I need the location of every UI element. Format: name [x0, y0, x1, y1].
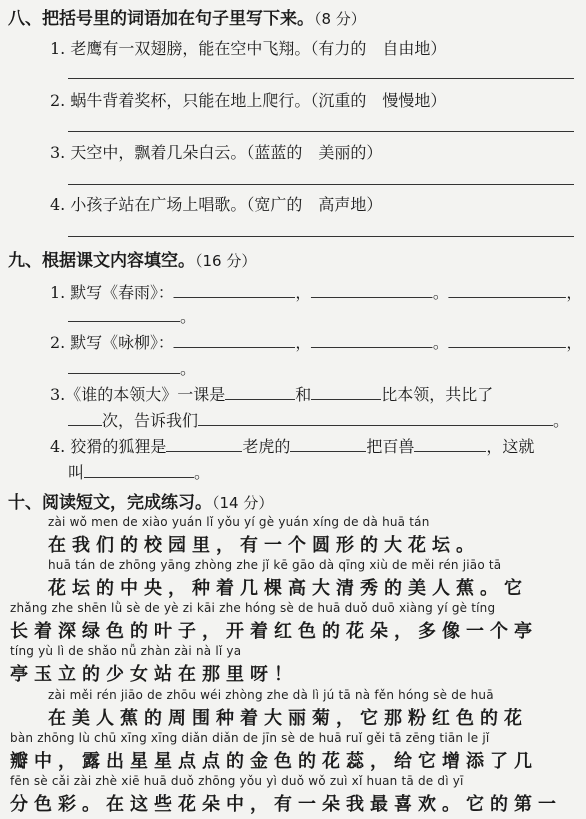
s9-q3-blank-3[interactable] — [68, 411, 102, 426]
passage-pinyin-line-5: zài měi rén jiāo de zhōu wéi zhòng zhe dà lì jú tā nà fěn hóng sè de huā — [48, 688, 494, 702]
s9-q2 — [50, 330, 582, 353]
s8-item-2: 2. 蜗牛背着奖杯，只能在地上爬行。（沉重的 慢慢地） — [50, 91, 447, 110]
s9-q1-label: 1. 默写《春雨》： — [50, 283, 174, 302]
s8-item-3: 3. 天空中，飘着几朵白云。（蓝蓝的 美丽的） — [50, 143, 383, 162]
passage-pinyin-line-2: huā tán de zhōng yāng zhòng zhe jǐ kē gāo dà qīng xiù de měi rén jiāo tā — [48, 558, 502, 572]
s9-q1 — [50, 280, 582, 303]
section-9-score: （16 分） — [195, 252, 257, 270]
s9-q4-blank-3[interactable] — [414, 437, 486, 452]
s8-answer-line-1[interactable] — [68, 78, 574, 79]
s8-item-4: 4. 小孩子站在广场上唱歌。（宽广的 高声地） — [50, 195, 383, 214]
section-8-score: （8 分） — [314, 10, 366, 28]
section-10-heading — [8, 488, 273, 513]
passage-text-line-4: 亭玉立的少女站在那里呀！ — [10, 664, 298, 685]
s9-q1-cont — [68, 304, 196, 327]
period: 。 — [194, 463, 211, 482]
period: 。 — [553, 411, 570, 430]
section-8-heading — [8, 4, 366, 29]
s8-answer-line-3[interactable] — [68, 184, 574, 185]
s9-q3-text-a: 3.《谁的本领大》一课是 — [50, 385, 226, 404]
passage-text-line-7: 分色彩。在这些花朵中，有一朵我最喜欢。它的第一 — [10, 794, 562, 815]
s9-q1-blank-4[interactable] — [68, 307, 180, 322]
comma: ， — [566, 333, 583, 352]
s9-q2-blank-3[interactable] — [449, 333, 567, 348]
s8-answer-line-4[interactable] — [68, 236, 574, 237]
passage-text-line-6: 瓣中，露出星星点点的金色的花蕊，给它增添了几 — [10, 751, 538, 772]
s9-q1-blank-1[interactable] — [174, 283, 296, 298]
passage-text-line-2: 花坛的中央，种着几棵高大清秀的美人蕉。它 — [48, 578, 528, 599]
period: 。 — [432, 283, 449, 302]
s9-q3-text-b: 和 — [295, 385, 312, 404]
passage-pinyin-line-3: zhǎng zhe shēn lǜ sè de yè zi kāi zhe hóng sè de huā duǒ duō xiàng yí gè tíng — [10, 601, 496, 615]
s9-q4-blank-1[interactable] — [166, 437, 242, 452]
s9-q4-text-c: 把百兽 — [366, 437, 415, 456]
comma: ， — [295, 283, 312, 302]
passage-pinyin-line-7: fēn sè cǎi zài zhè xiē huā duǒ zhōng yǒu yì duǒ wǒ zuì xǐ huan tā de dì yī — [10, 774, 464, 788]
s8-answer-line-2[interactable] — [68, 131, 574, 132]
passage-text-line-1: 在我们的校园里，有一个圆形的大花坛。 — [48, 535, 480, 556]
s9-q1-blank-2[interactable] — [311, 283, 433, 298]
passage-text-line-5: 在美人蕉的周围种着大丽菊，它那粉红色的花 — [48, 708, 528, 729]
s9-q4 — [50, 434, 534, 457]
section-8-title: 八、把括号里的词语加在句子里写下来。 — [8, 9, 314, 29]
s8-item-1: 1. 老鹰有一双翅膀，能在空中飞翔。（有力的 自由地） — [50, 39, 447, 58]
s9-q3-cont — [68, 408, 569, 431]
section-9-heading — [8, 246, 256, 271]
passage-text-line-3: 长着深绿色的叶子，开着红色的花朵，多像一个亭 — [10, 621, 538, 642]
s9-q3-blank-4[interactable] — [198, 411, 553, 426]
s9-q4-text-a: 4. 狡猾的狐狸是 — [50, 437, 167, 456]
s9-q2-label: 2. 默写《咏柳》： — [50, 333, 174, 352]
period: 。 — [180, 307, 197, 326]
s9-q4-text-b: 老虎的 — [242, 437, 291, 456]
s9-q3-blank-2[interactable] — [311, 385, 381, 400]
s9-q4-blank-2[interactable] — [290, 437, 366, 452]
passage-pinyin-line-6: bàn zhōng lù chū xīng xīng diǎn diǎn de jīn sè de huā ruǐ gěi tā zēng tiān le jǐ — [10, 731, 490, 745]
s9-q3-blank-1[interactable] — [225, 385, 295, 400]
period: 。 — [432, 333, 449, 352]
comma: ， — [566, 283, 583, 302]
s9-q3-text-d: 次，告诉我们 — [102, 411, 199, 430]
s9-q4-text-e: 叫 — [68, 463, 85, 482]
section-10-title: 十、阅读短文，完成练习。 — [8, 493, 212, 513]
section-9-title: 九、根据课文内容填空。 — [8, 251, 195, 271]
s9-q2-blank-2[interactable] — [311, 333, 433, 348]
s9-q4-blank-4[interactable] — [84, 463, 194, 478]
s9-q1-blank-3[interactable] — [449, 283, 567, 298]
s9-q4-cont — [68, 460, 210, 483]
s9-q2-blank-4[interactable] — [68, 359, 180, 374]
passage-pinyin-line-4: tíng yù lì de shǎo nǚ zhàn zài nà lǐ ya — [10, 644, 242, 658]
period: 。 — [180, 359, 197, 378]
section-10-score: （14 分） — [212, 494, 274, 512]
s9-q3-text-c: 比本领，共比了 — [381, 385, 494, 404]
passage-pinyin-line-1: zài wǒ men de xiào yuán lǐ yǒu yí gè yuán xíng de dà huā tán — [48, 515, 430, 529]
s9-q2-blank-1[interactable] — [174, 333, 296, 348]
comma: ， — [295, 333, 312, 352]
s9-q3 — [50, 382, 493, 405]
s9-q4-text-d: ，这就 — [486, 437, 535, 456]
s9-q2-cont — [68, 356, 196, 379]
